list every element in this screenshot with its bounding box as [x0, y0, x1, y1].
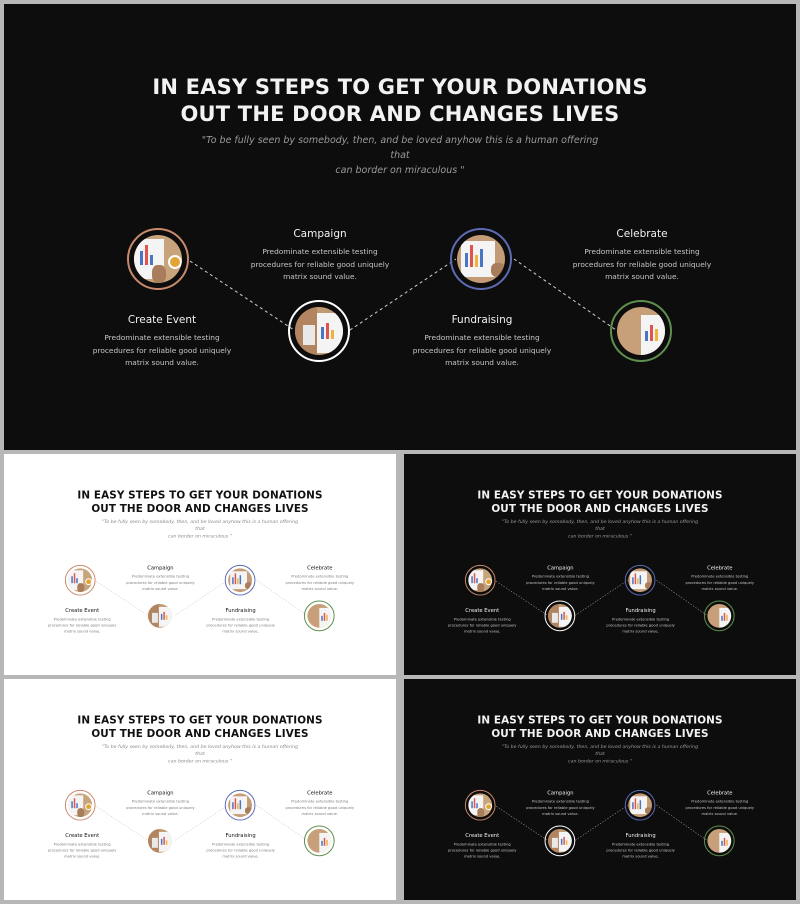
step-3-title: Fundraising: [451, 314, 513, 326]
step-1-desc: Predominate extensible testing procedures for reliable good uniquely matrix sound value.: [47, 841, 117, 859]
step-4-photo: [704, 826, 735, 857]
step-3-photo: [225, 565, 256, 596]
title-line-2: OUT THE DOOR AND CHANGES LIVES: [91, 502, 309, 515]
step-2-photo: [145, 826, 176, 857]
step-2-title: Campaign: [293, 228, 347, 240]
quote-line-2: can border on miraculous ": [568, 533, 632, 540]
title-line-1: IN EASY STEPS TO GET YOUR DONATIONS: [77, 489, 323, 502]
title-line-2: OUT THE DOOR AND CHANGES LIVES: [491, 727, 709, 740]
title-line-1: IN EASY STEPS TO GET YOUR DONATIONS: [152, 75, 648, 99]
title-line-2: OUT THE DOOR AND CHANGES LIVES: [180, 102, 620, 126]
slide-thumb-light-1[interactable]: [4, 454, 396, 675]
step-3-title: Fundraising: [225, 832, 256, 839]
title-line-1: IN EASY STEPS TO GET YOUR DONATIONS: [77, 714, 323, 727]
step-3-photo: [450, 228, 512, 290]
step-2-title: Campaign: [147, 789, 174, 796]
step-1-photo: [127, 228, 189, 290]
step-2-desc: Predominate extensible testing procedures for reliable good uniquely matrix sound value.: [526, 799, 595, 817]
step-4-title: Celebrate: [616, 228, 668, 240]
step-1-photo: [465, 790, 496, 821]
slide-content: [404, 679, 796, 900]
step-4-desc: Predominate extensible testing procedures for reliable good uniquely matrix sound value.: [285, 799, 355, 817]
slide-content: [404, 454, 796, 675]
step-3-photo: [225, 790, 256, 821]
step-3-title: Fundraising: [625, 832, 656, 839]
step-2-desc: Predominate extensible testing procedures for reliable good uniquely matrix sound value.: [250, 247, 390, 281]
step-4-photo: [304, 601, 335, 632]
quote-line-2: can border on miraculous ": [168, 758, 232, 765]
slide-content: [4, 679, 396, 900]
slide-thumb-dark-2[interactable]: [404, 679, 796, 900]
step-1-desc: Predominate extensible testing procedures for reliable good uniquely matrix sound value.: [92, 333, 232, 367]
step-1-photo: [465, 565, 496, 596]
step-2-title: Campaign: [147, 564, 174, 571]
step-3-photo: [625, 565, 656, 596]
step-3-desc: Predominate extensible testing procedures for reliable good uniquely matrix sound value.: [206, 616, 275, 634]
step-2-photo: [545, 601, 576, 632]
connector-lines: [4, 4, 796, 450]
step-2-desc: Predominate extensible testing procedures for reliable good uniquely matrix sound value.: [526, 574, 595, 592]
step-3-title: Fundraising: [225, 607, 256, 614]
quote-line-1: "To be fully seen by somebody, then, and be loved anyhow this is a human offering that: [201, 135, 599, 161]
slide-content: [4, 4, 796, 450]
step-4-title: Celebrate: [707, 564, 733, 571]
step-1-title: Create Event: [65, 607, 100, 614]
step-1-title: Create Event: [465, 832, 500, 839]
step-2-title: Campaign: [547, 789, 574, 796]
step-1-title: Create Event: [127, 314, 197, 326]
quote-line-1: "To be fully seen by somebody, then, and be loved anyhow this is a human offering that: [501, 743, 699, 757]
step-3-desc: Predominate extensible testing procedures for reliable good uniquely matrix sound value.: [606, 616, 675, 634]
step-1-desc: Predominate extensible testing procedures for reliable good uniquely matrix sound value.: [447, 616, 517, 634]
step-4-desc: Predominate extensible testing procedures for reliable good uniquely matrix sound value.: [685, 574, 755, 592]
title-line-2: OUT THE DOOR AND CHANGES LIVES: [491, 502, 709, 515]
quote-line-1: "To be fully seen by somebody, then, and be loved anyhow this is a human offering that: [101, 743, 299, 757]
step-4-title: Celebrate: [707, 789, 733, 796]
quote-line-2: can border on miraculous ": [335, 165, 465, 176]
title-line-1: IN EASY STEPS TO GET YOUR DONATIONS: [477, 489, 723, 502]
quote-line-1: "To be fully seen by somebody, then, and be loved anyhow this is a human offering that: [501, 518, 699, 532]
step-2-desc: Predominate extensible testing procedures for reliable good uniquely matrix sound value.: [126, 799, 195, 817]
title-line-2: OUT THE DOOR AND CHANGES LIVES: [91, 727, 309, 740]
step-4-desc: Predominate extensible testing procedures for reliable good uniquely matrix sound value.: [285, 574, 355, 592]
step-1-title: Create Event: [65, 832, 100, 839]
step-4-title: Celebrate: [307, 789, 333, 796]
step-4-photo: [704, 601, 735, 632]
step-2-title: Campaign: [547, 564, 574, 571]
step-3-photo: [625, 790, 656, 821]
step-4-photo: [610, 300, 672, 362]
step-3-desc: Predominate extensible testing procedures for reliable good uniquely matrix sound value.: [606, 841, 675, 859]
step-2-photo: [288, 300, 350, 362]
slide-thumb-dark-1[interactable]: [404, 454, 796, 675]
slide-content: [4, 454, 396, 675]
step-2-photo: [545, 826, 576, 857]
step-1-photo: [65, 565, 96, 596]
step-1-photo: [65, 790, 96, 821]
quote-line-2: can border on miraculous ": [168, 533, 232, 540]
step-3-desc: Predominate extensible testing procedures for reliable good uniquely matrix sound value.: [412, 333, 552, 367]
slide-thumb-light-2[interactable]: [4, 679, 396, 900]
step-3-title: Fundraising: [625, 607, 656, 614]
step-1-title: Create Event: [465, 607, 500, 614]
quote-line-1: "To be fully seen by somebody, then, and be loved anyhow this is a human offering that: [101, 518, 299, 532]
step-2-desc: Predominate extensible testing procedures for reliable good uniquely matrix sound value.: [126, 574, 195, 592]
title-line-1: IN EASY STEPS TO GET YOUR DONATIONS: [477, 714, 723, 727]
step-4-desc: Predominate extensible testing procedures for reliable good uniquely matrix sound value.: [572, 247, 712, 281]
step-1-desc: Predominate extensible testing procedures for reliable good uniquely matrix sound value.: [447, 841, 517, 859]
step-1-desc: Predominate extensible testing procedures for reliable good uniquely matrix sound value.: [47, 616, 117, 634]
quote-line-2: can border on miraculous ": [568, 758, 632, 765]
step-3-desc: Predominate extensible testing procedures for reliable good uniquely matrix sound value.: [206, 841, 275, 859]
step-4-photo: [304, 826, 335, 857]
step-2-photo: [145, 601, 176, 632]
step-4-title: Celebrate: [307, 564, 333, 571]
slide-main[interactable]: [4, 4, 796, 450]
step-4-desc: Predominate extensible testing procedures for reliable good uniquely matrix sound value.: [685, 799, 755, 817]
